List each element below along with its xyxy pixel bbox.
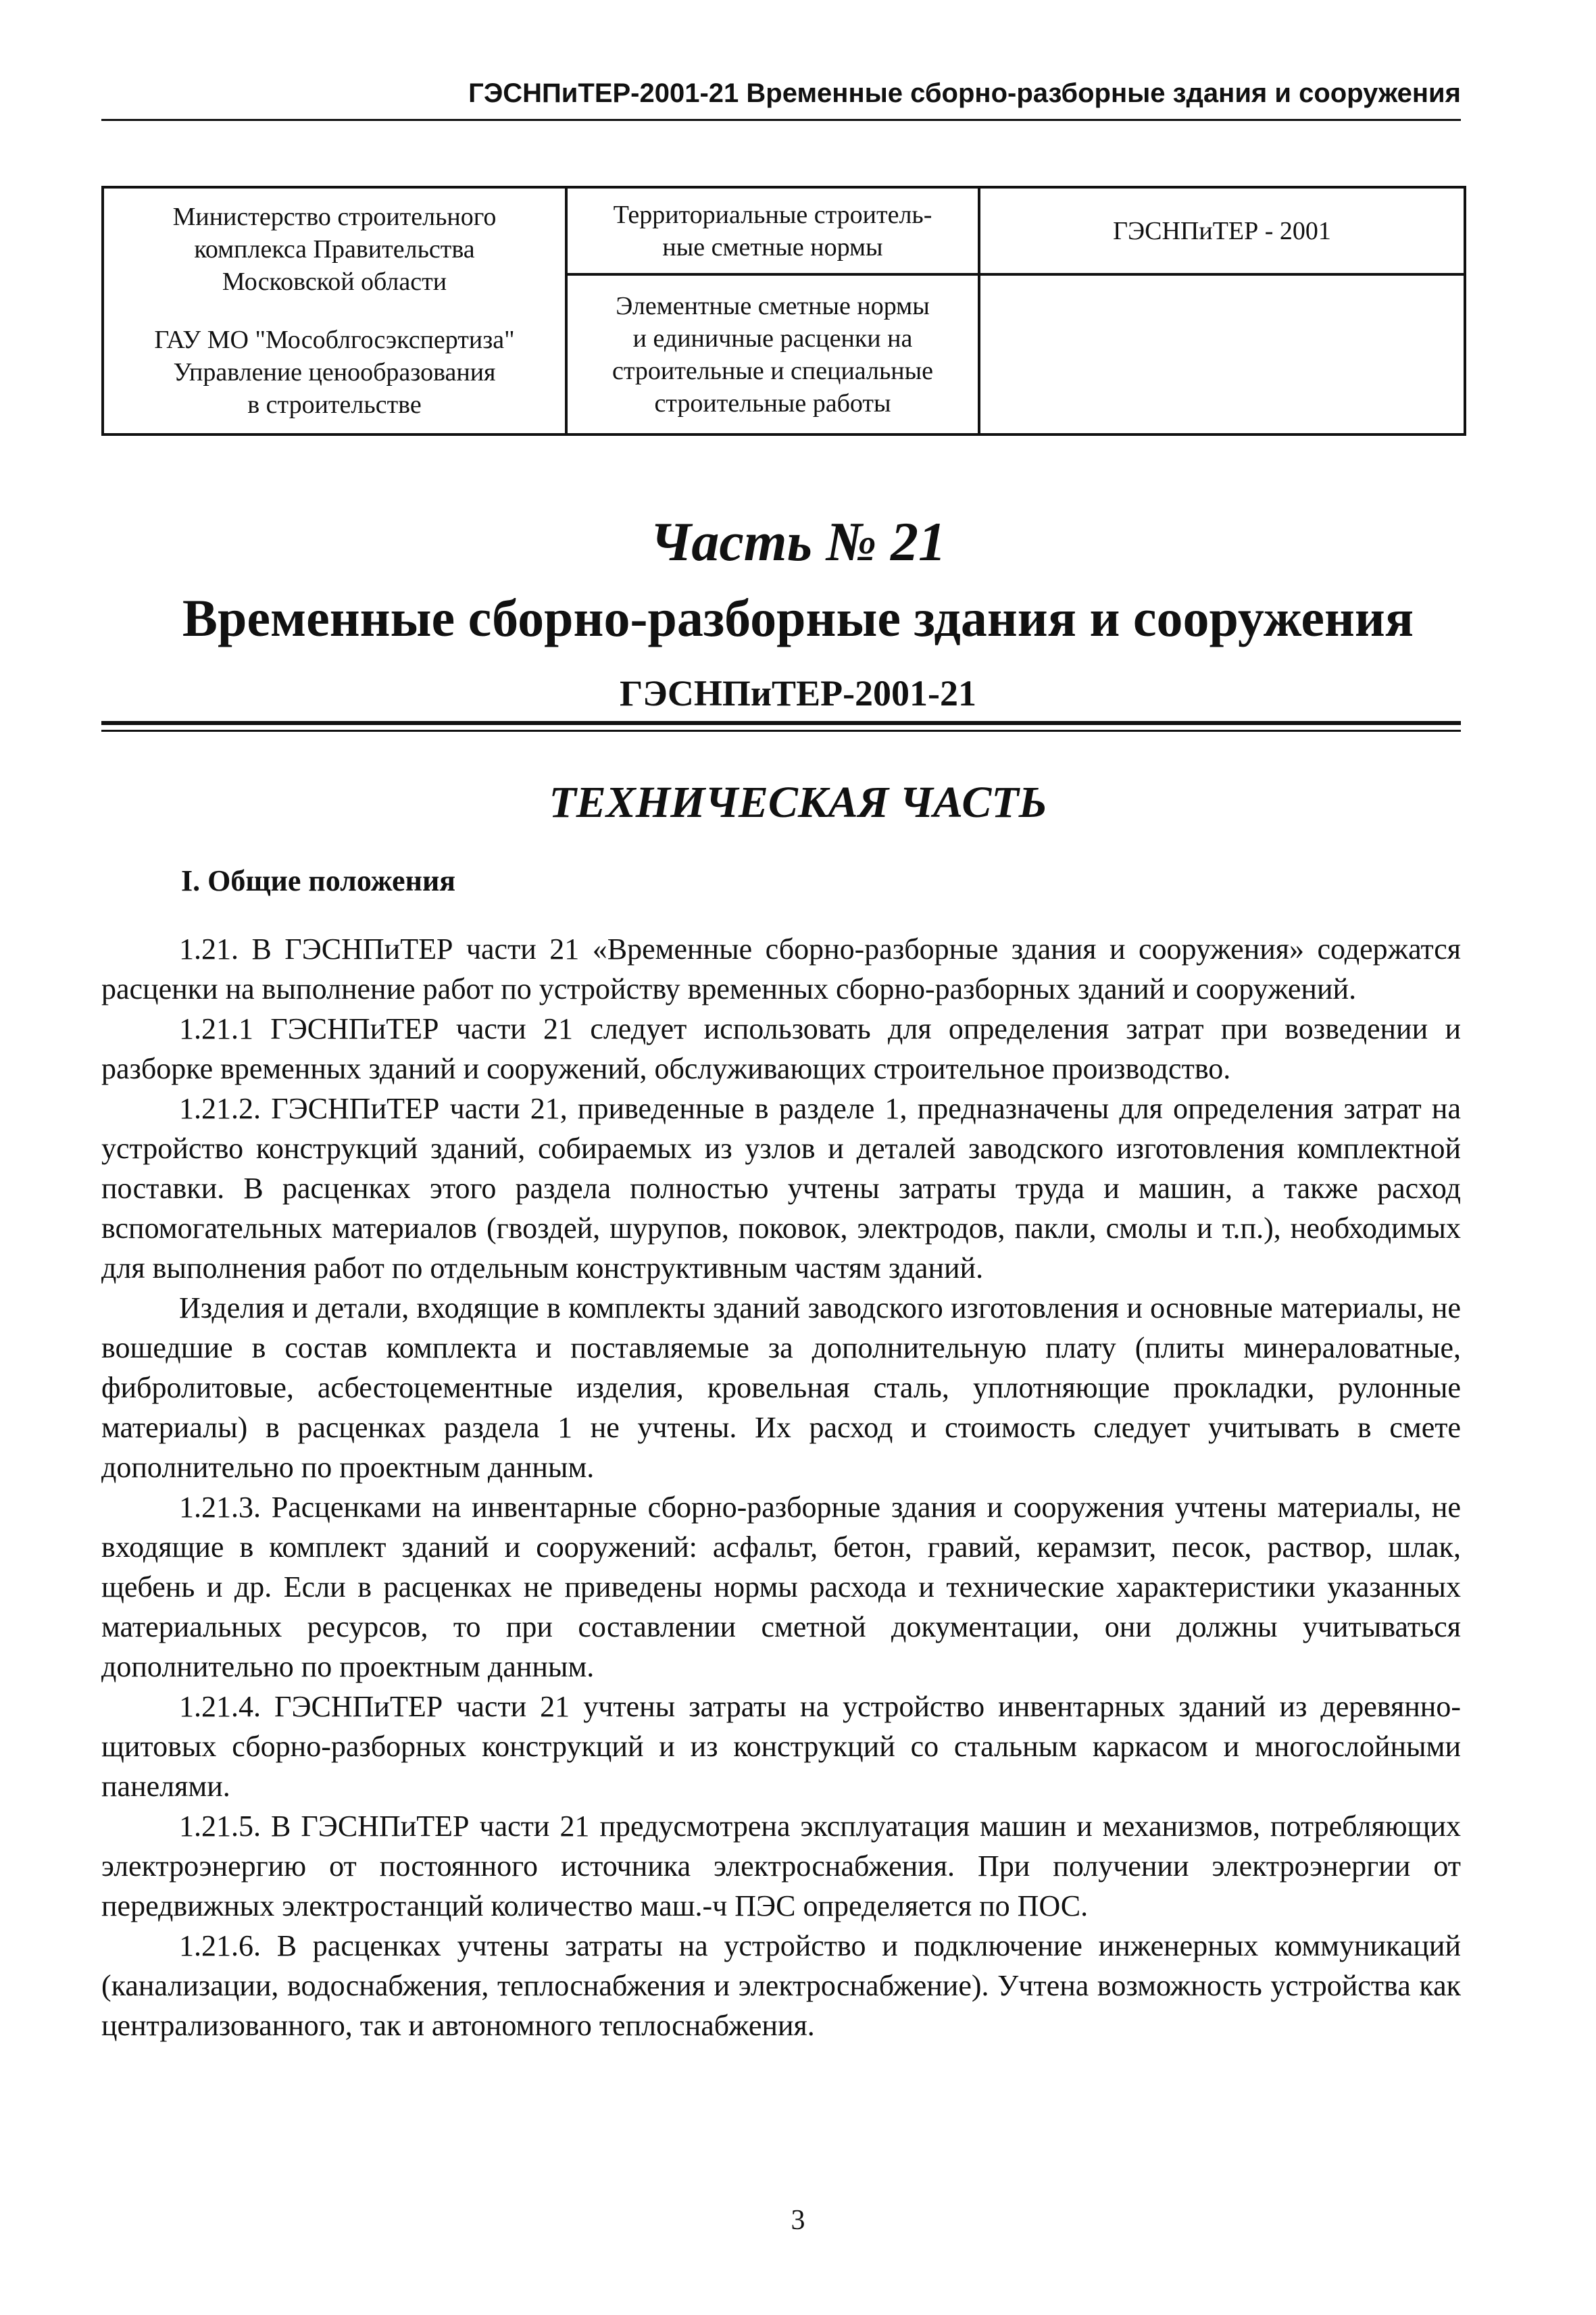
empty-cell xyxy=(979,274,1465,434)
ministry-line: Министерство строительного xyxy=(172,203,497,231)
body-text xyxy=(101,929,1461,2045)
agency-line: Управление ценообразования xyxy=(173,358,496,387)
norms-type-cell xyxy=(566,187,979,274)
paragraph: 1.21.1 ГЭСНПиТЕР части 21 следует использовать для определения затрат при возведении и разборке временных зданий и сооружений, обслуживающих строительное производство. xyxy=(101,1012,1461,1085)
paragraph: 1.21.2. ГЭСНПиТЕР части 21, приведенные в разделе 1, предназначены для определения затрат на устройство конструкций зданий, собираемых из узлов и деталей заводского изготовления комплектной поставки. В расценках этого раздела полностью учтены затраты труда и машин, а также расход вспомогательных материалов (гвоздей, шурупов, поковок, электродов, пакли, смолы и т.п.), необходимых для выполнения работ по отдельным конструктивным частям зданий. xyxy=(101,1092,1461,1285)
paragraph: 1.21.5. В ГЭСНПиТЕР части 21 предусмотрена эксплуатация машин и механизмов, потребляющих электроэнергию от постоянного источника электроснабжения. При получении электроэнергии от передвижных электростанций количество маш.-ч ПЭС определяется по ПОС. xyxy=(101,1810,1461,1922)
norms-description-line: и единичные расценки на xyxy=(632,324,913,353)
norms-type-line: Территориальные строитель- xyxy=(613,200,932,229)
main-title: Временные сборно-разборные здания и сооружения xyxy=(182,589,1414,647)
norms-code: ГЭСНПиТЕР - 2001 xyxy=(1113,216,1331,245)
section-heading: I. Общие положения xyxy=(181,864,456,897)
title-rule-thick xyxy=(101,721,1461,725)
ministry-line: комплекса Правительства xyxy=(194,235,475,264)
running-header: ГЭСНПиТЕР-2001-21 Временные сборно-разборные здания и сооружения xyxy=(468,78,1461,108)
agency-line: ГАУ МО "Мособлгосэкспертиза" xyxy=(154,326,515,354)
page-number: 3 xyxy=(791,2205,805,2236)
agency-line: в строительстве xyxy=(247,391,422,419)
info-table xyxy=(101,186,1466,436)
norms-type-line: ные сметные нормы xyxy=(662,232,883,262)
norms-description-line: строительные и специальные xyxy=(612,356,934,385)
technical-part-heading: ТЕХНИЧЕСКАЯ ЧАСТЬ xyxy=(549,778,1047,827)
paragraph: Изделия и детали, входящие в комплекты зданий заводского изготовления и основные материалы, не вошедшие в состав комплекта и поставляемые за дополнительную плату (плиты минераловатные, фибролитовые, асбестоцементные изделия, кровельная сталь, уплотняющие прокладки, рулонные материалы) в расценках раздела 1 не учтены. Их расход и стоимость следует учитывать в смете дополнительно по проектным данным. xyxy=(101,1291,1461,1484)
title-rule-thin xyxy=(101,730,1461,732)
ministry-line: Московской области xyxy=(222,268,447,296)
norms-description-line: строительные работы xyxy=(654,389,891,418)
part-title: Часть № 21 xyxy=(649,511,947,572)
paragraph: 1.21.4. ГЭСНПиТЕР части 21 учтены затраты на устройство инвентарных зданий из деревянно-щитовых сборно-разборных конструкций и из конструкций со стальным каркасом и многослойными панелями. xyxy=(101,1690,1461,1803)
norms-description-line: Элементные сметные нормы xyxy=(616,291,930,320)
paragraph: 1.21.3. Расценками на инвентарные сборно-разборные здания и сооружения учтены материалы, не входящие в комплект зданий и сооружений: асфальт, бетон, гравий, керамзит, песок, раствор, шлак, щебень и др. Если в расценках не приведены нормы расхода и технические характеристики указанных материальных ресурсов, то при составлении сметной документации, они должны учитываться дополнительно по проектным данным. xyxy=(101,1491,1461,1683)
header-rule xyxy=(101,119,1461,121)
norms-code-cell xyxy=(979,187,1465,274)
ministry-cell xyxy=(103,187,566,434)
paragraph: 1.21.6. В расценках учтены затраты на устройство и подключение инженерных коммуникаций (канализации, водоснабжения, теплоснабжения и электроснабжение). Учтена возможность устройства как централизованного, так и автономного теплоснабжения. xyxy=(101,1929,1461,2042)
document-code: ГЭСНПиТЕР-2001-21 xyxy=(619,673,977,714)
paragraph: 1.21. В ГЭСНПиТЕР части 21 «Временные сборно-разборные здания и сооружения» содержатся расценки на выполнение работ по устройству временных сборно-разборных зданий и сооружений. xyxy=(101,932,1461,1005)
norms-description-cell xyxy=(566,274,979,434)
